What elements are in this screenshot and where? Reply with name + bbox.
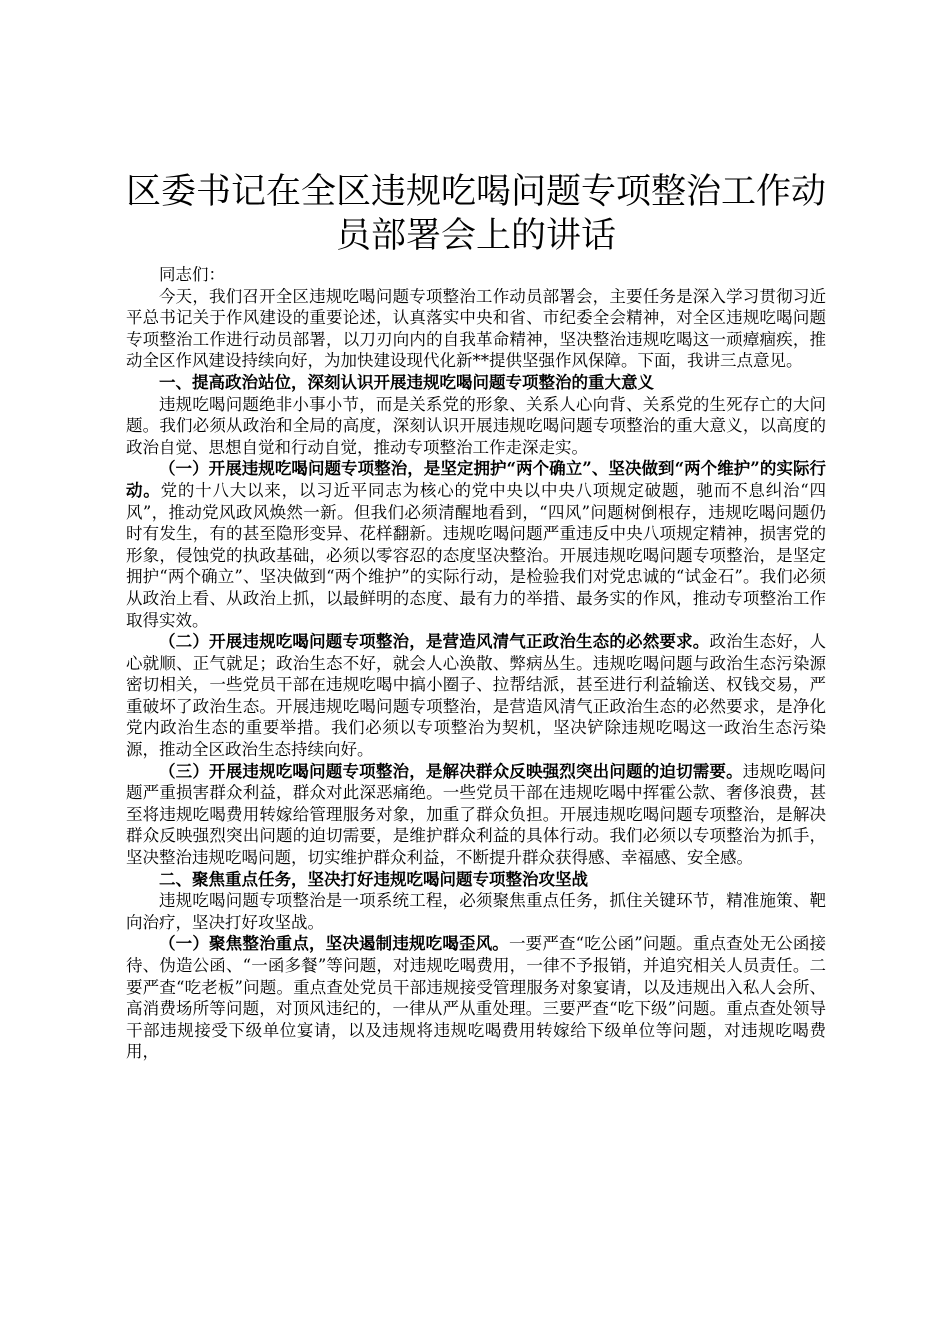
- section-1-heading: 一、提高政治站位，深刻认识开展违规吃喝问题专项整治的重大意义: [159, 372, 654, 392]
- section-2-body: 违规吃喝问题专项整治是一项系统工程，必须聚焦重点任务，抓住关键环节，精准施策、靶向治疗，坚决打好攻坚战。: [126, 891, 826, 932]
- section-2-heading: 二、聚焦重点任务，坚决打好违规吃喝问题专项整治攻坚战: [159, 869, 588, 889]
- document-title: 区委书记在全区违规吃喝问题专项整治工作动员部署会上的讲话: [126, 172, 827, 256]
- section-1-point-2: [126, 631, 826, 761]
- section-2-point-1-body: 一要严查“吃公函”问题。重点查处无公函接待、伪造公函、“一函多餐”等问题，对违规吃喝费用，一律不予报销，并追究相关人员责任。二要严查“吃老板”问题。重点查处党员干部违规接受管理服务对象宴请，以及违规出入私人会所、高消费场所等问题，对顶风违纪的，一律从严从重处理。三要严查“吃下级”问题。重点查处领导干部违规接受下级单位宴请，以及违规将违规吃喝费用转嫁给下级单位等问题，对违规吃喝费用，: [126, 934, 827, 1062]
- section-2-point-1-lead: （一）聚焦整治重点，坚决遏制违规吃喝歪风。: [159, 934, 509, 954]
- section-1-point-1-body: 党的十八大以来，以习近平同志为核心的党中央以中央八项规定破题，驰而不息纠治“四风”，推动党风政风焕然一新。但我们必须清醒地看到，“四风”问题树倒根存，违规吃喝问题仍时有发生，有的甚至隐形变异、花样翻新。违规吃喝问题严重违反中央八项规定精神，损害党的形象，侵蚀党的执政基础，必须以零容忍的态度坚决整治。开展违规吃喝问题专项整治，是坚定拥护“两个确立”、坚决做到“两个维护”的实际行动，是检验我们对党忠诚的“试金石”。我们必须从政治上看、从政治上抓，以最鲜明的态度、最有力的举措、最务实的作风，推动专项整治工作取得实效。: [126, 480, 826, 630]
- section-1-point-3: [126, 761, 826, 869]
- section-2-point-1: [126, 933, 826, 1063]
- section-1-point-2-lead: （二）开展违规吃喝问题专项整治，是营造风清气正政治生态的必然要求。: [159, 632, 710, 652]
- greeting: 同志们：: [159, 265, 225, 284]
- intro-paragraph: 今天，我们召开全区违规吃喝问题专项整治工作动员部署会，主要任务是深入学习贯彻习近平总书记关于作风建设的重要论述，认真落实中央和省、市纪委全会精神，对全区违规吃喝问题专项整治工作进行动员部署，以刀刃向内的自我革命精神，坚决整治违规吃喝这一顽瘴痼疾，推动全区作风建设持续向好，为加快建设现代化新**提供坚强作风保障。下面，我讲三点意见。: [126, 286, 826, 371]
- section-1-point-3-lead: （三）开展违规吃喝问题专项整治，是解决群众反映强烈突出问题的迫切需要。: [159, 761, 743, 781]
- section-1-body: 违规吃喝问题绝非小事小节，而是关系党的形象、关系人心向背、关系党的生死存亡的大问题。我们必须从政治和全局的高度，深刻认识开展违规吃喝问题专项整治的重大意义，以高度的政治自觉、思想自觉和行动自觉，推动专项整治工作走深走实。: [126, 394, 826, 457]
- section-1-point-1: [126, 458, 826, 631]
- section-1-point-1-lead: （一）开展违规吃喝问题专项整治，是坚定拥护“两个确立”、坚决做到“两个维护”的实际行动。: [126, 459, 826, 500]
- section-1-point-2-body: 政治生态好，人心就顺、正气就足；政治生态不好，就会人心涣散、弊病丛生。违规吃喝问题与政治生态污染源密切相关，一些党员干部在违规吃喝中搞小圈子、拉帮结派，甚至进行利益输送、权钱交易，严重破坏了政治生态。开展违规吃喝问题专项整治，是营造风清气正政治生态的必然要求，是净化党内政治生态的重要举措。我们必须以专项整治为契机，坚决铲除违规吃喝这一政治生态污染源，推动全区政治生态持续向好。: [126, 632, 827, 760]
- document-page: [126, 170, 826, 1063]
- section-1-point-3-body: 违规吃喝问题严重损害群众利益，群众对此深恶痛绝。一些党员干部在违规吃喝中挥霍公款、奢侈浪费，甚至将违规吃喝费用转嫁给管理服务对象，加重了群众负担。开展违规吃喝问题专项整治，是解决群众反映强烈突出问题的迫切需要，是维护群众利益的具体行动。我们必须以专项整治为抓手，坚决整治违规吃喝问题，切实维护群众利益，不断提升群众获得感、幸福感、安全感。: [126, 761, 827, 868]
